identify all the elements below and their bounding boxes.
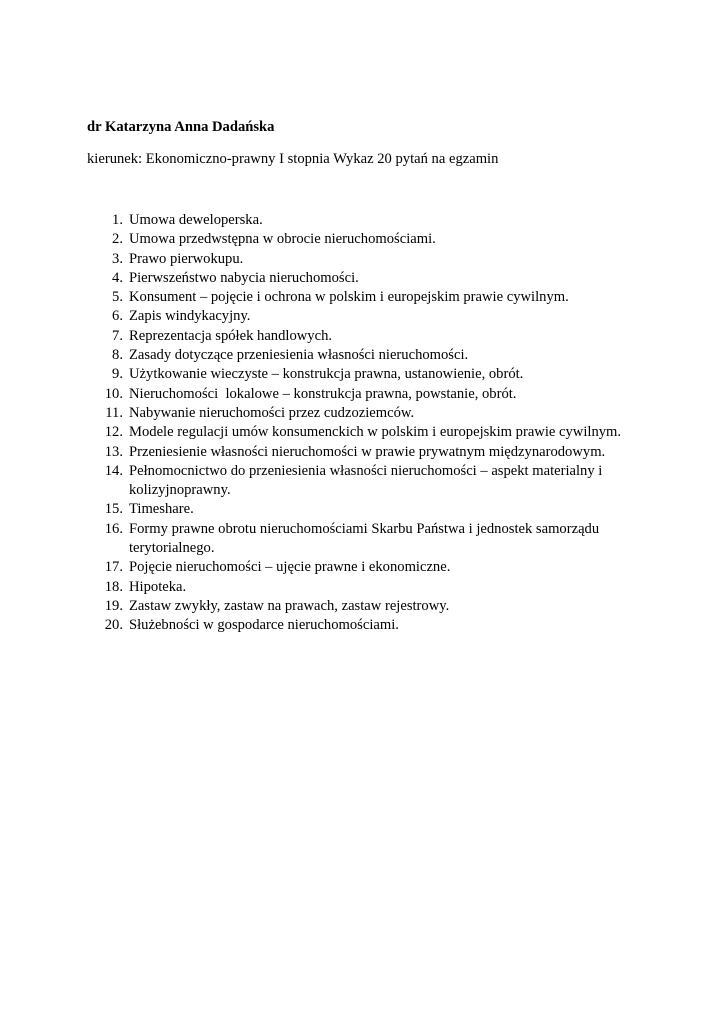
question-number: 15. <box>104 501 123 518</box>
question-item <box>0 250 649 269</box>
question-text: Pierwszeństwo nabycia nieruchomości. <box>129 269 359 286</box>
question-item <box>0 578 649 597</box>
question-item <box>0 616 649 635</box>
question-number: 6. <box>112 308 123 325</box>
question-number: 11. <box>105 404 123 421</box>
question-item <box>0 404 649 423</box>
question-text: Modele regulacji umów konsumenckich w polskim i europejskim prawie cywilnym. <box>129 424 622 441</box>
question-text: Pełnomocnictwo do przeniesienia własności nieruchomości – aspekt materialny i kolizyjnoprawny. <box>129 462 603 499</box>
question-number: 9. <box>112 366 123 383</box>
question-item <box>0 597 649 616</box>
question-text: Nieruchomości lokalowe – konstrukcja prawna, powstanie, obrót. <box>129 385 517 402</box>
question-text: Służebności w gospodarce nieruchomościami. <box>129 617 399 634</box>
question-number: 7. <box>112 327 123 344</box>
question-text: Nabywanie nieruchomości przez cudzoziemców. <box>129 404 415 421</box>
question-item <box>0 443 649 462</box>
question-number: 1. <box>112 212 123 228</box>
question-number: 16. <box>104 520 123 537</box>
question-text: Umowa deweloperska. <box>129 212 263 228</box>
question-text: Użytkowanie wieczyste – konstrukcja prawna, ustanowienie, obrót. <box>129 366 524 383</box>
question-text: Zasady dotyczące przeniesienia własności nieruchomości. <box>129 347 469 364</box>
question-number: 5. <box>112 289 123 306</box>
question-item <box>0 423 649 442</box>
question-text: Prawo pierwokupu. <box>129 250 244 267</box>
question-item <box>0 365 649 384</box>
question-text: Konsument – pojęcie i ochrona w polskim i europejskim prawie cywilnym. <box>129 289 569 306</box>
author-name: dr Katarzyna Anna Dadańska <box>87 119 275 135</box>
question-item <box>0 558 649 577</box>
question-text: Formy prawne obrotu nieruchomościami Skarbu Państwa i jednostek samorządu terytorialnego. <box>129 520 600 557</box>
question-number: 14. <box>104 462 123 479</box>
question-number: 4. <box>112 269 123 286</box>
question-item <box>0 307 649 326</box>
question-number: 8. <box>112 347 123 364</box>
question-number: 17. <box>104 559 123 576</box>
question-number: 2. <box>112 231 123 248</box>
question-text: Przeniesienie własności nieruchomości w prawie prywatnym międzynarodowym. <box>129 443 606 460</box>
question-number: 10. <box>104 385 123 402</box>
question-item <box>0 230 649 249</box>
question-text: Zastaw zwykły, zastaw na prawach, zastaw rejestrowy. <box>129 597 450 614</box>
question-text: Umowa przedwstępna w obrocie nieruchomościami. <box>129 231 436 248</box>
question-item <box>0 385 649 404</box>
question-number: 19. <box>104 597 123 614</box>
question-item <box>0 520 649 559</box>
question-text: Reprezentacja spółek handlowych. <box>129 327 333 344</box>
question-text: Zapis windykacyjny. <box>129 308 251 325</box>
question-text: Pojęcie nieruchomości – ujęcie prawne i ekonomiczne. <box>129 559 451 576</box>
question-number: 18. <box>104 578 123 595</box>
question-item <box>0 211 649 230</box>
document-subtitle: kierunek: Ekonomiczno-prawny I stopnia Wykaz 20 pytań na egzamin <box>87 151 499 167</box>
question-number: 13. <box>104 443 123 460</box>
question-item <box>0 269 649 288</box>
question-number: 20. <box>104 617 123 634</box>
question-number: 3. <box>112 250 123 267</box>
question-item <box>0 288 649 307</box>
question-number: 12. <box>104 424 123 441</box>
question-item <box>0 346 649 365</box>
question-text: Timeshare. <box>129 501 194 518</box>
question-list <box>0 211 725 636</box>
question-item <box>0 500 649 519</box>
question-item <box>0 462 649 501</box>
question-text: Hipoteka. <box>129 578 187 595</box>
question-item <box>0 327 649 346</box>
